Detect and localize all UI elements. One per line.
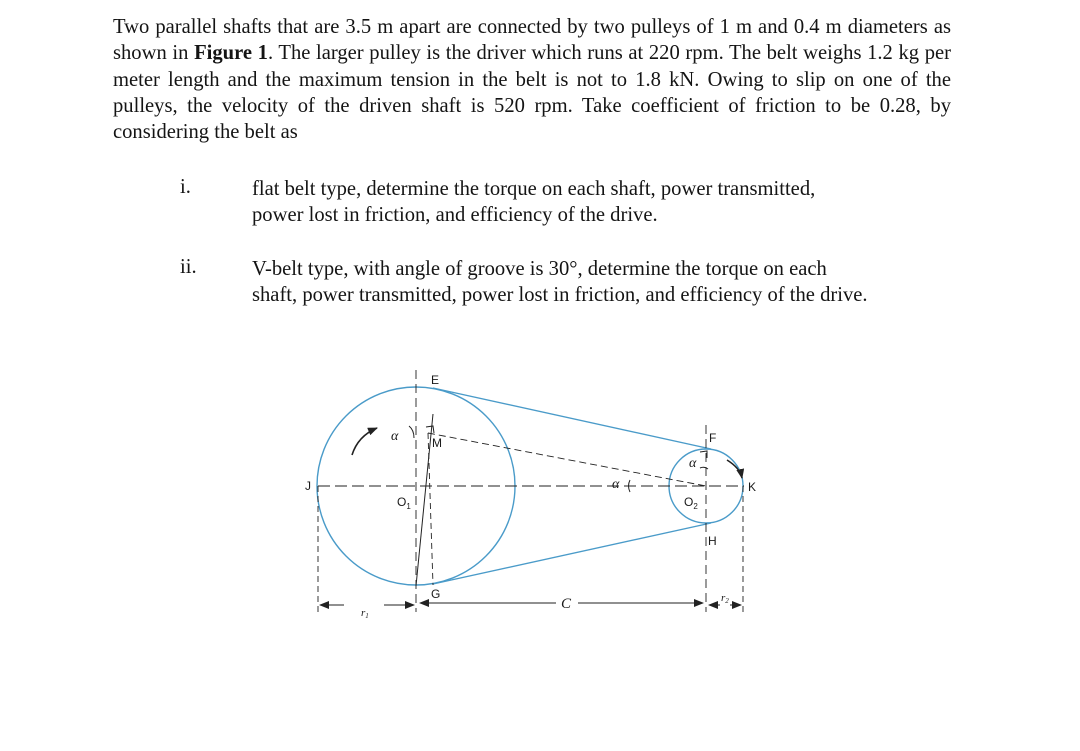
label-k: K xyxy=(748,480,757,494)
figure-reference: Figure 1 xyxy=(194,42,268,65)
item-number-1: i. xyxy=(180,176,191,198)
label-r2: r2 xyxy=(721,592,729,605)
intro-text-a: Two parallel shafts that are 3.5 m apart are connected by two pulleys of 1 m and 0.4 m diameters as shown in xyxy=(113,16,951,65)
label-m: M xyxy=(432,436,442,450)
belt-top xyxy=(433,388,711,449)
item-1-line-2: power lost in friction, and efficiency of the drive. xyxy=(252,204,658,227)
item-number-2: ii. xyxy=(180,256,197,278)
item-1-line-1: flat belt type, determine the torque on each shaft, power transmitted, xyxy=(252,178,816,200)
label-e: E xyxy=(431,373,440,387)
label-alpha-3: α xyxy=(689,456,697,471)
rotation-arrow-driver xyxy=(352,428,377,455)
label-c: C xyxy=(561,596,572,612)
belt-bottom xyxy=(433,523,711,584)
alpha-arc-3 xyxy=(700,467,708,469)
label-h: H xyxy=(708,534,717,548)
right-angle-mark xyxy=(426,426,434,433)
item-2-line-2: shaft, power transmitted, power lost in friction, and efficiency of the drive. xyxy=(252,284,868,307)
intro-text-b: . The larger pulley is the driver which runs at 220 rpm. The belt weighs 1.2 kg per meter length and the maximum tension in the belt is not to 1.8 kN. Owing to slip on one of the pulleys, the velocity of the driven shaft is 520 rpm. Take coefficient of friction to be 0.28, by considering the belt as xyxy=(113,42,952,144)
label-o2: $O_2$ xyxy=(684,495,698,511)
label-j: J xyxy=(305,479,311,493)
label-o1: $O_1$ xyxy=(397,495,411,511)
alpha-arc-1 xyxy=(409,426,414,438)
label-alpha-1: α xyxy=(391,429,399,444)
item-2-line-1: V-belt type, with angle of groove is 30°, determine the torque on each xyxy=(252,258,827,280)
label-f: F xyxy=(709,431,717,445)
label-g: G xyxy=(431,587,441,601)
line-e-g xyxy=(416,414,433,586)
dashed-o2-m xyxy=(428,433,706,486)
label-r1: r1 xyxy=(361,607,369,620)
line-ref xyxy=(428,433,433,585)
label-alpha-2: α xyxy=(612,477,620,492)
